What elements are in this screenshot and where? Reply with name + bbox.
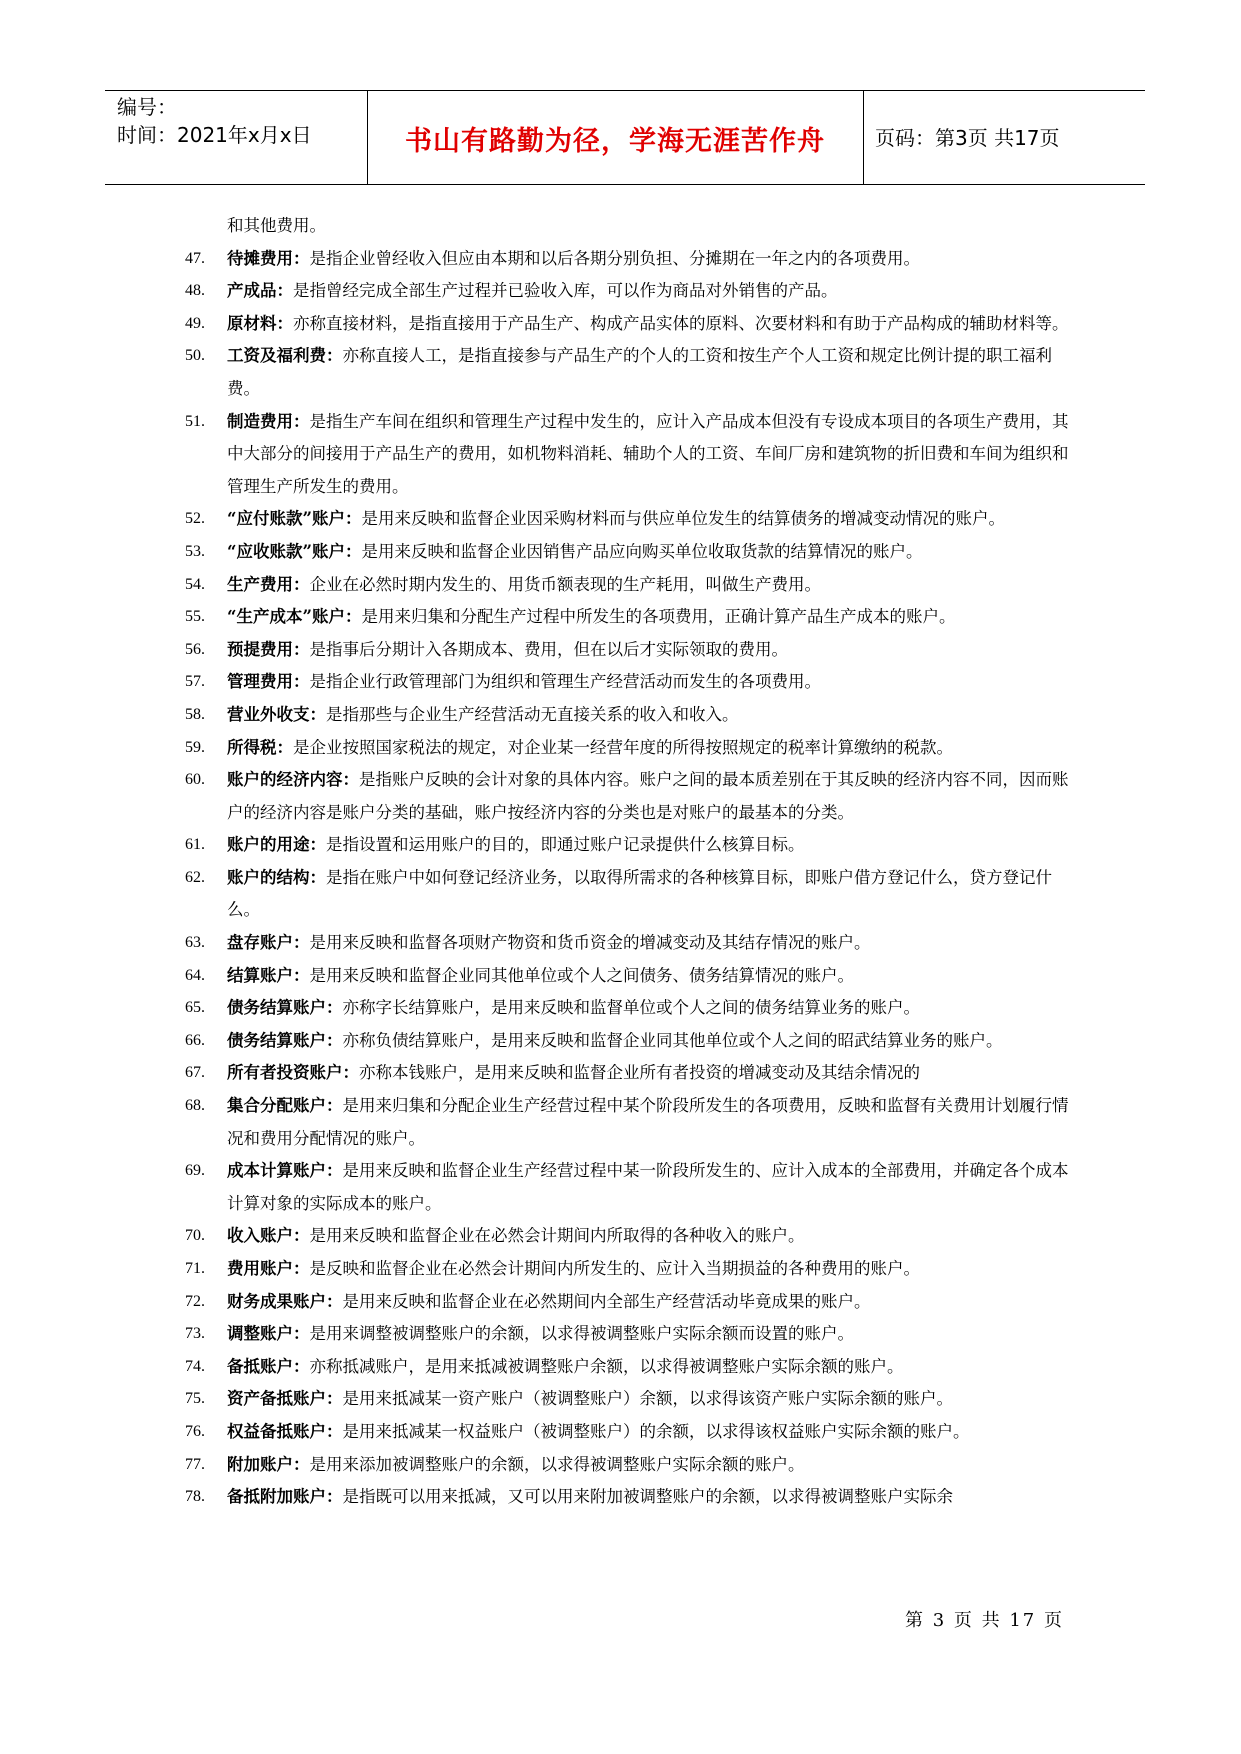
item-definition: 亦称直接人工，是指直接参与产品生产的个人的工资和按生产个人工资和规定比例计提的职工福利费。 — [227, 346, 1052, 398]
item-definition: 是指设置和运用账户的目的，即通过账户记录提供什么核算目标。 — [326, 835, 805, 855]
item-body — [227, 1057, 1075, 1090]
item-number: 67. — [185, 1064, 205, 1082]
item-number: 58. — [185, 705, 205, 723]
glossary-item — [185, 960, 1075, 993]
item-definition: 是指企业行政管理部门为组织和管理生产经营活动而发生的各项费用。 — [309, 672, 821, 692]
item-number: 47. — [185, 249, 205, 267]
glossary-item — [185, 536, 1075, 569]
item-number: 61. — [185, 836, 205, 854]
item-definition: 是指事后分期计入各期成本、费用，但在以后才实际领取的费用。 — [309, 639, 788, 659]
item-definition: 亦称直接材料，是指直接用于产品生产、构成产品实体的原料、次要材料和有助于产品构成的辅助材料等。 — [293, 313, 1069, 333]
glossary-item — [185, 308, 1075, 341]
number-label: 编号： — [117, 95, 177, 119]
item-number: 51. — [185, 412, 205, 430]
glossary-item — [185, 275, 1075, 308]
item-body — [227, 275, 1075, 308]
item-number: 62. — [185, 868, 205, 886]
item-definition: 是指生产车间在组织和管理生产过程中发生的，应计入产品成本但没有专设成本项目的各项生产费用，其中大部分的间接用于产品生产的费用，如机物料消耗、辅助个人的工资、车间厂房和建筑物的折旧费和车间为组织和管理生产所发生的费用。 — [227, 411, 1069, 496]
item-number: 68. — [185, 1097, 205, 1115]
glossary-item — [185, 927, 1075, 960]
item-number: 77. — [185, 1455, 205, 1473]
item-term: 附加账户： — [227, 1454, 310, 1474]
item-definition: 企业在必然时期内发生的、用货币额表现的生产耗用，叫做生产费用。 — [309, 574, 821, 594]
item-number: 48. — [185, 282, 205, 300]
item-term: 权益备抵账户： — [227, 1421, 343, 1441]
glossary-item — [185, 1449, 1075, 1482]
item-number: 56. — [185, 640, 205, 658]
item-definition: 是用来归集和分配企业生产经营过程中某个阶段所发生的各项费用，反映和监督有关费用计划履行情况和费用分配情况的账户。 — [227, 1096, 1069, 1148]
item-body — [227, 960, 1075, 993]
item-body — [227, 243, 1075, 276]
item-definition: 是指既可以用来抵减，又可以用来附加被调整账户的余额，以求得被调整账户实际余 — [342, 1487, 953, 1507]
item-body — [227, 699, 1075, 732]
glossary-content — [185, 210, 1075, 1514]
item-number: 53. — [185, 542, 205, 560]
item-definition: 是用来抵减某一资产账户（被调整账户）余额，以求得该资产账户实际余额的账户。 — [342, 1389, 953, 1409]
item-term: 费用账户： — [227, 1259, 310, 1278]
item-number: 72. — [185, 1292, 205, 1310]
item-body — [227, 992, 1075, 1025]
item-definition: 是指那些与企业生产经营活动无直接关系的收入和收入。 — [326, 704, 739, 724]
item-term: 账户的用途： — [227, 835, 326, 855]
item-term: 集合分配账户： — [227, 1096, 343, 1116]
item-definition: 亦称抵减账户，是用来抵减被调整账户余额，以求得被调整账户实际余额的账户。 — [309, 1356, 904, 1376]
item-number: 57. — [185, 673, 205, 691]
item-body — [227, 1286, 1075, 1319]
glossary-item — [185, 732, 1075, 765]
glossary-item — [185, 764, 1075, 829]
glossary-item — [185, 601, 1075, 634]
item-definition: 是指在账户中如何登记经济业务，以取得所需求的各种核算目标，即账户借方登记什么，贷方登记什么。 — [227, 867, 1052, 920]
item-definition: 是用来归集和分配生产过程中所发生的各项费用，正确计算产品生产成本的账户。 — [361, 607, 956, 627]
item-body — [227, 829, 1075, 862]
item-body — [227, 1025, 1075, 1058]
item-number: 74. — [185, 1357, 205, 1375]
item-term: 营业外收支： — [227, 704, 326, 724]
continued-line: 和其他费用。 — [227, 216, 326, 235]
item-term: 盘存账户： — [227, 933, 310, 953]
item-definition: 亦称字长结算账户，是用来反映和监督单位或个人之间的债务结算业务的账户。 — [342, 998, 920, 1018]
item-body — [227, 308, 1075, 341]
page-footer: 第 3 页 共 17 页 — [905, 1610, 1064, 1631]
glossary-item — [185, 666, 1075, 699]
item-term: 生产费用： — [227, 574, 310, 594]
item-definition: 是用来抵减某一权益账户（被调整账户）的余额，以求得该权益账户实际余额的账户。 — [342, 1421, 970, 1441]
item-number: 65. — [185, 999, 205, 1017]
item-number: 70. — [185, 1227, 205, 1245]
glossary-item — [185, 1090, 1075, 1155]
item-term: 所有者投资账户： — [227, 1063, 359, 1083]
item-number: 52. — [185, 510, 205, 528]
glossary-item — [185, 862, 1075, 927]
item-number: 60. — [185, 771, 205, 789]
item-term: 调整账户： — [227, 1324, 310, 1344]
item-body — [227, 1318, 1075, 1351]
page-header — [105, 90, 1145, 185]
item-term: 所得税： — [227, 737, 293, 757]
item-definition: 是用来反映和监督企业因采购材料而与供应单位发生的结算债务的增减变动情况的账户。 — [361, 509, 1005, 529]
item-number: 69. — [185, 1162, 205, 1180]
glossary-item — [185, 699, 1075, 732]
item-number: 50. — [185, 347, 205, 365]
item-term: “生产成本”账户： — [227, 607, 362, 627]
glossary-item — [185, 1025, 1075, 1058]
glossary-item — [185, 569, 1075, 602]
item-body — [227, 601, 1075, 634]
item-term: 管理费用： — [227, 672, 310, 692]
item-definition: 是指企业曾经收入但应由本期和以后各期分别负担、分摊期在一年之内的各项费用。 — [309, 248, 920, 268]
item-number: 78. — [185, 1488, 205, 1506]
item-body — [227, 1416, 1075, 1449]
item-term: 财务成果账户： — [227, 1291, 343, 1311]
item-body — [227, 406, 1075, 504]
item-definition: 是用来反映和监督企业因销售产品应向购买单位收取货款的结算情况的账户。 — [361, 541, 923, 561]
item-body — [227, 536, 1075, 569]
glossary-item — [185, 1155, 1075, 1220]
item-definition: 亦称本钱账户，是用来反映和监督企业所有者投资的增减变动及其结余情况的 — [359, 1063, 920, 1083]
item-definition: 是用来反映和监督各项财产物资和货币资金的增减变动及其结存情况的账户。 — [309, 933, 871, 953]
item-term: “应付账款”账户： — [227, 509, 362, 529]
item-body — [227, 1155, 1075, 1220]
glossary-item — [185, 1351, 1075, 1384]
header-meta — [117, 91, 372, 184]
item-body — [227, 732, 1075, 765]
item-term: 债务结算账户： — [227, 998, 343, 1018]
item-definition: 是用来反映和监督企业在必然会计期间内所取得的各种收入的账户。 — [309, 1226, 805, 1246]
time-label: 时间：2021年x月x日 — [117, 123, 312, 147]
item-body — [227, 1449, 1075, 1482]
glossary-item — [185, 243, 1075, 276]
header-motto: 书山有路勤为径，学海无涯苦作舟 — [405, 126, 825, 157]
item-definition: 是用来添加被调整账户的余额，以求得被调整账户实际余额的账户。 — [309, 1454, 805, 1474]
glossary-item — [185, 1220, 1075, 1253]
glossary-item — [185, 1286, 1075, 1319]
item-body — [227, 862, 1075, 927]
item-term: 债务结算账户： — [227, 1030, 343, 1050]
item-definition: 是用来反映和监督企业生产经营过程中某一阶段所发生的、应计入成本的全部费用，并确定各个成本计算对象的实际成本的账户。 — [227, 1161, 1069, 1213]
item-term: 产成品： — [227, 281, 293, 301]
item-term: 账户的经济内容： — [227, 770, 359, 790]
item-term: 制造费用： — [227, 411, 310, 431]
header-page-info: 页码：第3页 共17页 — [875, 126, 1060, 150]
item-number: 63. — [185, 934, 205, 952]
glossary-list — [185, 243, 1075, 1514]
item-term: 工资及福利费： — [227, 346, 343, 366]
glossary-item — [185, 1057, 1075, 1090]
item-number: 55. — [185, 608, 205, 626]
item-number: 66. — [185, 1031, 205, 1049]
item-body — [227, 340, 1075, 405]
item-term: “应收账款”账户： — [227, 541, 362, 561]
item-number: 76. — [185, 1422, 205, 1440]
item-body — [227, 1220, 1075, 1253]
item-definition: 是指曾经完成全部生产过程并已验收入库，可以作为商品对外销售的产品。 — [293, 281, 838, 301]
item-body — [227, 1253, 1075, 1286]
glossary-item — [185, 1318, 1075, 1351]
glossary-item — [185, 1416, 1075, 1449]
glossary-item — [185, 1253, 1075, 1286]
item-body — [227, 1383, 1075, 1416]
glossary-item — [185, 503, 1075, 536]
header-divider — [863, 91, 864, 184]
item-body — [227, 764, 1075, 829]
glossary-item — [185, 634, 1075, 667]
item-body — [227, 1090, 1075, 1155]
glossary-item — [185, 340, 1075, 405]
glossary-item — [185, 1481, 1075, 1514]
item-term: 账户的结构： — [227, 867, 326, 887]
item-number: 59. — [185, 738, 205, 756]
item-term: 预提费用： — [227, 639, 310, 659]
item-term: 收入账户： — [227, 1226, 310, 1246]
item-number: 75. — [185, 1390, 205, 1408]
item-definition: 是用来反映和监督企业同其他单位或个人之间债务、债务结算情况的账户。 — [309, 965, 854, 985]
item-body — [227, 927, 1075, 960]
item-definition: 是用来调整被调整账户的余额，以求得被调整账户实际余额而设置的账户。 — [309, 1324, 854, 1344]
header-divider — [367, 91, 368, 184]
item-body — [227, 666, 1075, 699]
glossary-item — [185, 829, 1075, 862]
item-body — [227, 569, 1075, 602]
item-term: 原材料： — [227, 313, 293, 333]
item-definition: 亦称负债结算账户，是用来反映和监督企业同其他单位或个人之间的昭武结算业务的账户。 — [342, 1030, 1003, 1050]
item-definition: 是企业按照国家税法的规定，对企业某一经营年度的所得按照规定的税率计算缴纳的税款。 — [293, 737, 953, 757]
item-number: 49. — [185, 314, 205, 332]
item-term: 待摊费用： — [227, 248, 310, 268]
item-number: 71. — [185, 1260, 205, 1277]
item-number: 54. — [185, 575, 205, 593]
item-term: 备抵附加账户： — [227, 1487, 343, 1507]
item-body — [227, 1351, 1075, 1384]
item-definition: 是反映和监督企业在必然会计期间内所发生的、应计入当期损益的各种费用的账户。 — [309, 1259, 920, 1278]
item-term: 备抵账户： — [227, 1356, 310, 1376]
item-term: 资产备抵账户： — [227, 1389, 343, 1409]
item-body — [227, 634, 1075, 667]
item-body — [227, 503, 1075, 536]
item-term: 成本计算账户： — [227, 1161, 343, 1181]
item-number: 73. — [185, 1325, 205, 1343]
item-term: 结算账户： — [227, 965, 310, 985]
glossary-item — [185, 992, 1075, 1025]
item-definition: 是指账户反映的会计对象的具体内容。账户之间的最本质差别在于其反映的经济内容不同，因而账户的经济内容是账户分类的基础，账户按经济内容的分类也是对账户的最基本的分类。 — [227, 770, 1069, 822]
item-number: 64. — [185, 966, 205, 984]
glossary-item — [185, 406, 1075, 504]
glossary-item — [185, 1383, 1075, 1416]
item-definition: 是用来反映和监督企业在必然期间内全部生产经营活动毕竟成果的账户。 — [342, 1291, 871, 1311]
item-body — [227, 1481, 1075, 1514]
